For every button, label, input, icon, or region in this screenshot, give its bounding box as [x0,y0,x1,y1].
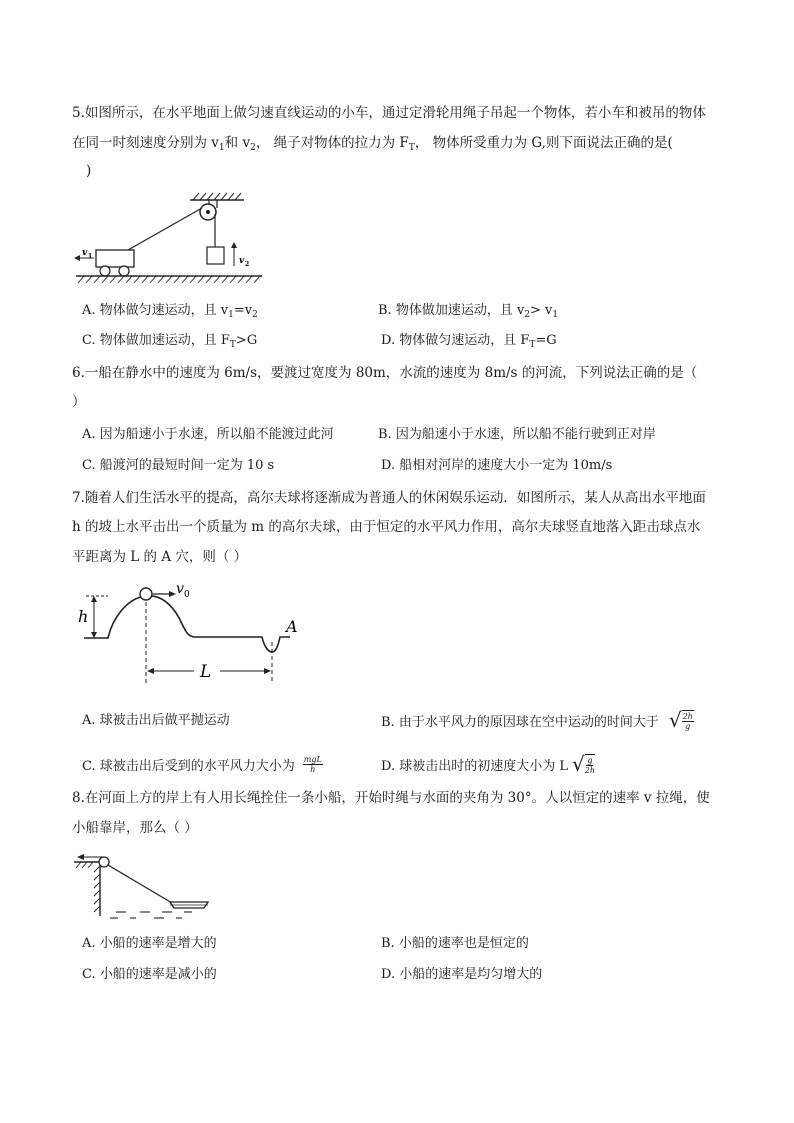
sqrt-symbol-icon: √ [572,752,585,776]
q5-option-a-sub1: 1 [228,310,234,320]
q5-option-b-text2: > v [530,303,553,318]
q8-option-a[interactable]: A. 小船的速率是增大的 [82,936,217,951]
q5-ft-subscript: T [408,143,415,153]
q7-option-b-numerator: 2h [682,711,693,721]
q6-stem-line2: ） [72,394,86,410]
q5-option-b-text1: B. 物体做加速运动，且 v [378,303,525,318]
q5-fig-v1-label: v [82,248,88,258]
q7-option-c[interactable] [82,748,323,780]
q6-option-d[interactable]: D. 船相对河岸的速度大小一定为 10m/s [381,458,613,473]
q6-stem-line1: 6.一船在静水中的速度为 6m/s，要渡过宽度为 80m，水流的速度为 8m/s 的河流，下列说法正确的是（ [72,365,698,381]
q7-option-c-fraction [303,755,323,774]
q7-fig-a-label: A [286,617,298,636]
q5-option-b-sub1: 1 [552,310,559,320]
q5-figure-cart-pulley [72,188,272,288]
q5-option-a-sub2: 2 [252,310,258,320]
q5-option-d-text2: =G [535,333,557,348]
pull-arrow-icon [77,854,84,860]
q7-option-c-text: C. 球被击出后受到的水平风力大小为 [82,758,295,774]
q8-option-d[interactable]: D. 小船的速率是均匀增大的 [381,967,543,982]
cart [96,250,134,267]
q5-v1-subscript: 1 [218,143,225,153]
q5-option-d[interactable] [381,331,557,355]
q5-option-d-text1: D. 物体做匀速运动，且 F [381,333,530,348]
golf-ball-icon [140,588,152,600]
q8-stem-line1: 8.在河面上方的岸上有人用长绳拴住一条小船，开始时绳与水面的夹角为 30°。人以恒定的速率 v 拉绳，使 [72,790,710,806]
q5-option-c-text1: C. 物体做加速运动，且 F [82,333,230,348]
q7-fig-l-label: L [200,662,212,682]
q6-option-a[interactable]: A. 因为船速小于水速，所以船不能渡过此河 [82,427,334,442]
terrain-profile [84,596,290,652]
q5-option-a[interactable] [82,301,258,325]
q5-option-c[interactable] [82,331,257,355]
q7-option-d[interactable] [381,748,595,780]
q7-stem-line2: h 的坡上水平击出一个质量为 m 的高尔夫球，由于恒定的水平风力作用，高尔夫球竖直地落入距击球点水 [72,519,701,535]
q7-option-d-sqrt [572,754,595,775]
q8-option-c[interactable]: C. 小船的速率是减小的 [82,967,217,982]
q5-option-b[interactable] [378,301,558,325]
q7-fig-v0-label: v [176,581,184,597]
q5-option-d-subT: T [529,340,536,350]
q5-fig-v2-subscript: 2 [245,261,250,268]
q7-option-b-sqrt [669,710,694,731]
q5-stem-line1: 5.如图所示，在水平地面上做匀速直线运动的小车，通过定滑轮用绳子吊起一个物体，若小车和被吊的物体 [72,105,706,121]
q7-option-a[interactable]: A. 球被击出后做平抛运动 [82,713,230,728]
q7-option-b[interactable] [381,704,694,736]
q7-option-b-text: B. 由于水平风力的原因球在空中运动的时间大于 [381,714,659,730]
q5-stem-part-b: 和 v [224,135,251,151]
q5-stem-line3: ) [86,163,92,179]
q7-stem-line1: 7.随着人们生活水平的提高，高尔夫球将逐渐成为普通人的休闲娱乐运动．如图所示，某人从高出水平地面 [72,490,706,506]
pulley-icon [99,857,109,867]
q7-fig-h-label: h [78,607,89,626]
q5-fig-v2-label: v [239,256,245,266]
q7-option-d-text: D. 球被击出时的初速度大小为 L [381,758,568,774]
q7-fig-v0-subscript: 0 [184,590,190,600]
q5-stem-line2 [72,133,673,158]
q7-option-d-numerator: g [587,755,593,765]
q8-option-b[interactable]: B. 小船的速率也是恒定的 [381,936,529,951]
q7-option-d-denominator: 2h [584,765,595,775]
q5-stem-part-d: ， 物体所受重力为 G,则下面说法正确的是( [414,135,673,151]
hanging-block [207,247,224,264]
q5-stem-part-a: 在同一时刻速度分别为 v [72,135,219,151]
q7-option-c-denominator: h [310,764,316,774]
q5-option-c-subT: T [229,340,236,350]
q5-fig-v1-subscript: 1 [88,253,93,260]
q5-option-a-text2: =v [233,303,253,318]
q5-v2-subscript: 2 [250,143,256,153]
q5-option-b-sub2: 2 [524,310,531,320]
q7-stem-line3: 平距离为 L 的 A 穴，则（ ） [72,549,248,565]
q7-figure-golf [72,580,312,690]
q6-option-b[interactable]: B. 因为船速小于水速，所以船不能行驶到正对岸 [378,427,656,442]
q5-option-c-text2: >G [235,333,258,348]
q5-stem-part-c: ， 绳子对物体的拉力为 F [255,135,409,151]
q6-option-c[interactable]: C. 船渡河的最短时间一定为 10 s [82,458,275,473]
q7-option-b-denominator: g [685,721,691,731]
q5-option-a-text1: A. 物体做匀速运动，且 v [82,303,229,318]
sqrt-symbol-icon: √ [668,708,682,732]
q7-option-c-numerator: mgL [303,754,322,764]
q8-figure-boat [72,848,222,923]
q8-stem-line2: 小船靠岸，那么（ ） [72,820,198,836]
